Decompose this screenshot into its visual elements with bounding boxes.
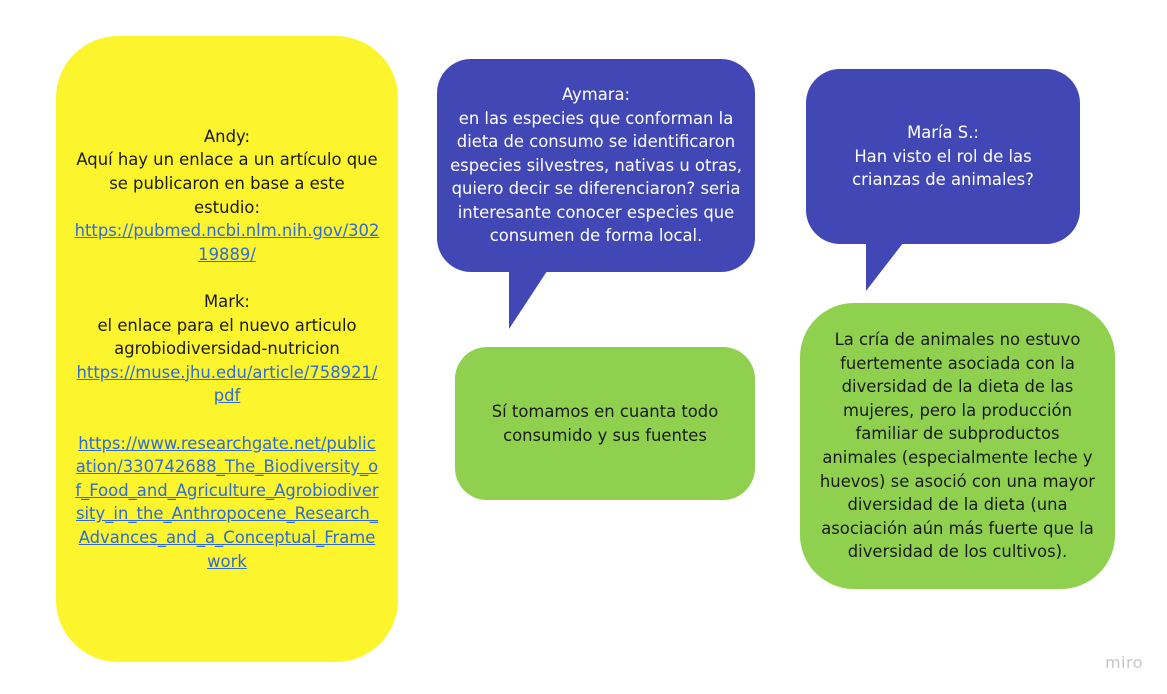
researchgate-link[interactable]: https://www.researchgate.net/publication/330742688_The_Biodiversity_of_Food_and_Agriculture_Agrobiodiversity_in_the_Anthropocene_Research_Advances_and_a_Conceptual_Framework bbox=[75, 433, 379, 571]
miro-logo: miro bbox=[1104, 653, 1143, 672]
andy-author: Andy: bbox=[203, 126, 251, 146]
aymara-text: en las especies que conforman la dieta de consumo se identificaron especies silvestres, nativas u otras, quiero decir se diferenciaron? seria interesante conocer especies que consumen de forma local. bbox=[450, 108, 742, 246]
maria-author: María S.: bbox=[907, 123, 979, 143]
mark-text: el enlace para el nuevo articulo agrobiodiversidad-nutricion bbox=[97, 315, 357, 359]
maria-text: Han visto el rol de las crianzas de animales? bbox=[852, 146, 1034, 190]
reply-1-text: Sí tomamos en cuanta todo consumido y sus fuentes bbox=[491, 401, 719, 445]
muse-link[interactable]: https://muse.jhu.edu/article/758921/pdf bbox=[76, 362, 378, 406]
comment-bubble-maria[interactable] bbox=[806, 69, 1080, 244]
bubble-body bbox=[437, 59, 755, 272]
andy-text: Aquí hay un enlace a un artículo que se publicaron en base a este estudio: bbox=[76, 150, 378, 217]
aymara-author: Aymara: bbox=[561, 84, 631, 104]
sticky-note-reply-1[interactable] bbox=[455, 347, 755, 500]
comment-bubble-aymara[interactable] bbox=[437, 59, 755, 272]
bubble-body bbox=[806, 69, 1080, 244]
sticky-note-reply-2[interactable] bbox=[800, 303, 1115, 589]
pubmed-link[interactable]: https://pubmed.ncbi.nlm.nih.gov/30219889/ bbox=[74, 221, 380, 264]
mark-author: Mark: bbox=[204, 292, 250, 312]
sticky-note-links[interactable] bbox=[56, 36, 398, 662]
reply-2-text: La cría de animales no estuvo fuertemente asociada con la diversidad de la dieta de las mujeres, pero la producción familiar de subproductos animales (especialmente leche y huevos) se asoció con una mayor diversidad de la dieta (una asociación aún más fuerte que la diversidad de los cultivos). bbox=[819, 330, 1096, 562]
